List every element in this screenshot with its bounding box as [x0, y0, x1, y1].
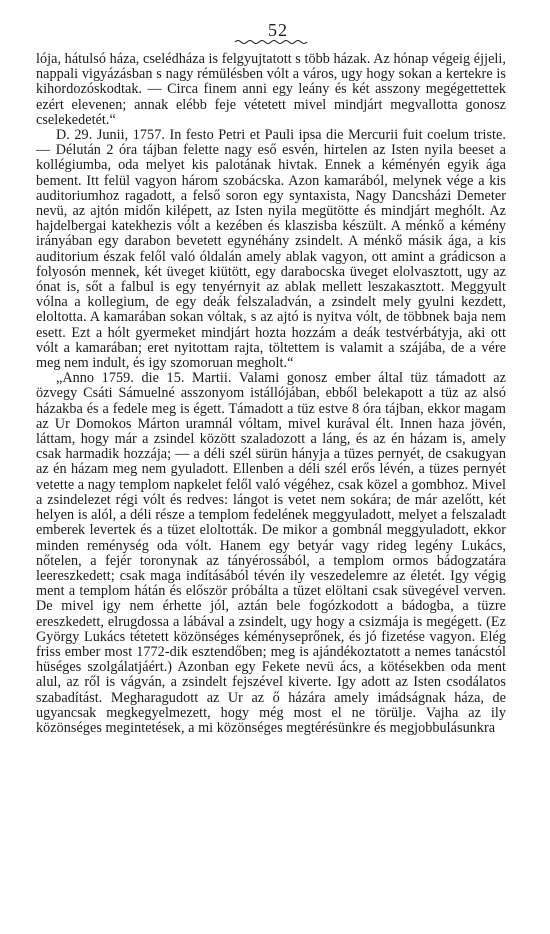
paragraph-continued: lója, hátulsó háza, cselédháza is felgyujtatott s több házak. Az hónap végeig éjjeli, nappali vigyázásban s nagy rémülésben vólt a város, ugy hogy sokan a kertekre is kihordozóskodtak. — Circa finem anni egy leány és két asszony megégettettek ezért elevenen; annak elébb feje vétetett mivel mindjárt megvallotta gonosz cselekedetét.“: [36, 51, 506, 128]
paragraph-1759-fire: „Anno 1759. die 15. Martii. Valami gonosz ember által tüz támadott az özvegy Csáti Sámuelné asszonyom istállójában, ebből belekapott a tüz az alsó házakba és a fedele meg is égett. Támadott a tüz estve 8 óra tájban, ekkor magam az Ur Domokos Márton uramnál vóltam, mivel kurával élt. Innen haza jövén, láttam, hogy már a zsindel között szaladozott a láng, és az én házam is, amely csak harmadik hozzája; — a déli szél sürün hányja a tüzes pernyét, de csakugyan az én házam meg nem gyuladott. Ellenben a déli szél erős lévén, a tüzes pernyét vetette a nagy templom napkelet felől való végéhez, csak közel a gombhoz. Mivel a zsindelezet régi vólt és redves: lángot is vetet nem sokára; de már azelőtt, két helyen is alól, a déli része a templom fedelének meggyuladott, melyet a felszaladt emberek levertek és a tüzet eloltották. De mikor a gombnál meggyuladott, ekkor minden reménység oda vólt. Hanem egy betyár vagy rideg legény Lukács, nőtelen, a fejér toronynak az tányérossából, a templom ormos bádogzatára leereszkedett; csak maga indításából tévén ily veszedelemre az életét. Igy végig ment a templom hátán és először próbálta a tüzet elöltani csak süvegével verven. De mivel igy nem érhette jól, aztán bele fogózkodott a bádogba, a tüzre ereszkedett, elrugdossa a lábával a zsindelt, ugy hogy a csizmája is megégett. (Ez György Lukács tétetett közönséges kéményseprőnek, és jó fizetése vagyon. Elég friss ember most 1772-dik esztendőben; meg is ajándékoztatott a nemes tanácstól hüséges szolgálatjáért.) Azonban egy Fekete nevü ács, a kötésekben oda ment alul, az ről is vágván, a zsindelt fejszével kiverte. Igy adott az Isten csodálatos szabadítást. Megharagudott az Ur az ő házára amely imádságnak háza, de ugyancsak megkegyelmezett, hogy még most el ne törülje. Vajha az ily közönséges megintetések, a mi közönséges megtérésünkre és megjobbulásunkra: [36, 370, 506, 736]
paragraph-1757-lightning: D. 29. Junii, 1757. In festo Petri et Pauli ipsa die Mercurii fuit coelum triste. — Délután 2 óra tájban felette nagy eső esvén, hirtelen az Isten nyila beeset a kollégiumba, oda melyet kis palotának hivtak. Ennek a kéményén egyik ága bement. Itt felül vagyon három szobácska. Azon kamarából, melynek vége a kis auditoriumhoz ragadott, a felső soron egy syntaxista, Nagy Dancsházi Demeter nevü, az ajtón midőn kilépett, az Isten nyila megütötte és mindjárt meghólt. Az hajdelbergai katekhezis vólt a kezében és klaszisba készült. A ménkő a kémény irányában egy darabon bevetett egynéhány zsindelt. A ménkő másik ága, a kis auditorium észak felől való óldalán amely ablak vagyon, ott amint a grádicson a folyosón mennek, két üveget kiütött, egy darabocska üveget elolvasztott, ugy az ónat is, sőt a falbul is egy tenyérnyit az ablak mellett leszakasztott. Meggyult vólna a kollegium, de egy deák felszaladván, a zsindelt mely gyulni kezdett, eloltotta. A kamarában sokan vóltak, s az ajtó is nyitva vólt, de többnek baja nem esett. Ezt a hólt gyermeket mindjárt hozta hozzám a deák testvérbátyja, aki ott vólt a kamarában; eret nyitottam rajta, töltettem is valamit a szájába, de a vére meg nem indult, és igy szomoruan megholt.“: [36, 127, 506, 372]
page-number: 52: [268, 20, 288, 40]
book-page: [36, 20, 506, 736]
body-text: [36, 52, 506, 736]
